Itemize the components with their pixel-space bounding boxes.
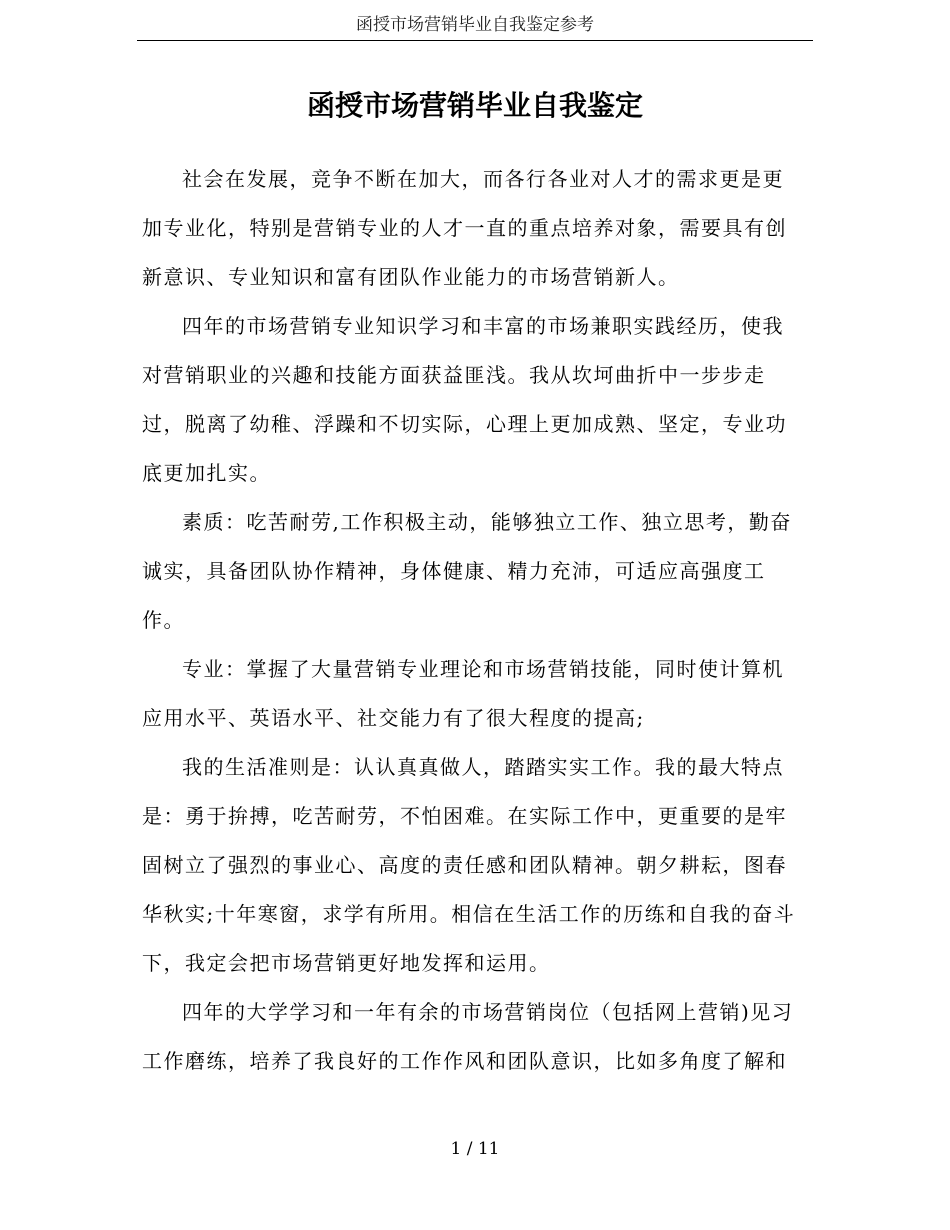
page-header: 函授市场营销毕业自我鉴定参考 [356, 15, 594, 35]
text-line: 作。 [142, 608, 185, 632]
document-title: 函授市场营销毕业自我鉴定 [306, 89, 643, 122]
text-line: 过，脱离了幼稚、浮躁和不切实际，心理上更加成熟、坚定，专业功 [142, 412, 787, 436]
text-line: 四年的大学学习和一年有余的市场营销岗位（包括网上营销)见习 [182, 1000, 794, 1024]
text-line: 固树立了强烈的事业心、高度的责任感和团队精神。朝夕耕耘，图春 [142, 853, 787, 877]
text-line: 对营销职业的兴趣和技能方面获益匪浅。我从坎坷曲折中一步步走 [142, 363, 766, 387]
text-line: 下，我定会把市场营销更好地发挥和运用。 [142, 951, 551, 975]
paragraph-4 [142, 645, 810, 743]
text-line: 我的生活准则是：认认真真做人，踏踏实实工作。我的最大特点 [182, 755, 784, 779]
text-line: 素质：吃苦耐劳,工作积极主动，能够独立工作、独立思考，勤奋 [182, 510, 792, 534]
text-line: 是：勇于拚搏，吃苦耐劳，不怕困难。在实际工作中，更重要的是牢 [142, 804, 787, 828]
text-line: 应用水平、英语水平、社交能力有了很大程度的提高; [142, 706, 645, 730]
page-number: 1 / 11 [450, 1139, 500, 1159]
text-line: 加专业化，特别是营销专业的人才一直的重点培养对象，需要具有创 [142, 216, 787, 240]
document-body [142, 155, 810, 1086]
paragraph-5 [142, 743, 810, 988]
text-line: 华秋实;十年寒窗，求学有所用。相信在生活工作的历练和自我的奋斗 [142, 902, 796, 926]
text-line: 底更加扎实。 [142, 461, 271, 485]
text-line: 新意识、专业知识和富有团队作业能力的市场营销新人。 [142, 265, 680, 289]
paragraph-3 [142, 498, 810, 645]
text-line: 工作磨练，培养了我良好的工作作风和团队意识，比如多角度了解和 [142, 1049, 787, 1073]
paragraph-1 [142, 155, 810, 302]
paragraph-2 [142, 302, 810, 498]
text-line: 专业：掌握了大量营销专业理论和市场营销技能，同时使计算机 [182, 657, 784, 681]
text-line: 诚实，具备团队协作精神，身体健康、精力充沛，可适应高强度工 [142, 559, 766, 583]
text-line: 社会在发展，竞争不断在加大，而各行各业对人才的需求更是更 [182, 167, 784, 191]
text-line: 四年的市场营销专业知识学习和丰富的市场兼职实践经历，使我 [182, 314, 784, 338]
paragraph-6 [142, 988, 810, 1086]
header-divider [137, 40, 813, 41]
